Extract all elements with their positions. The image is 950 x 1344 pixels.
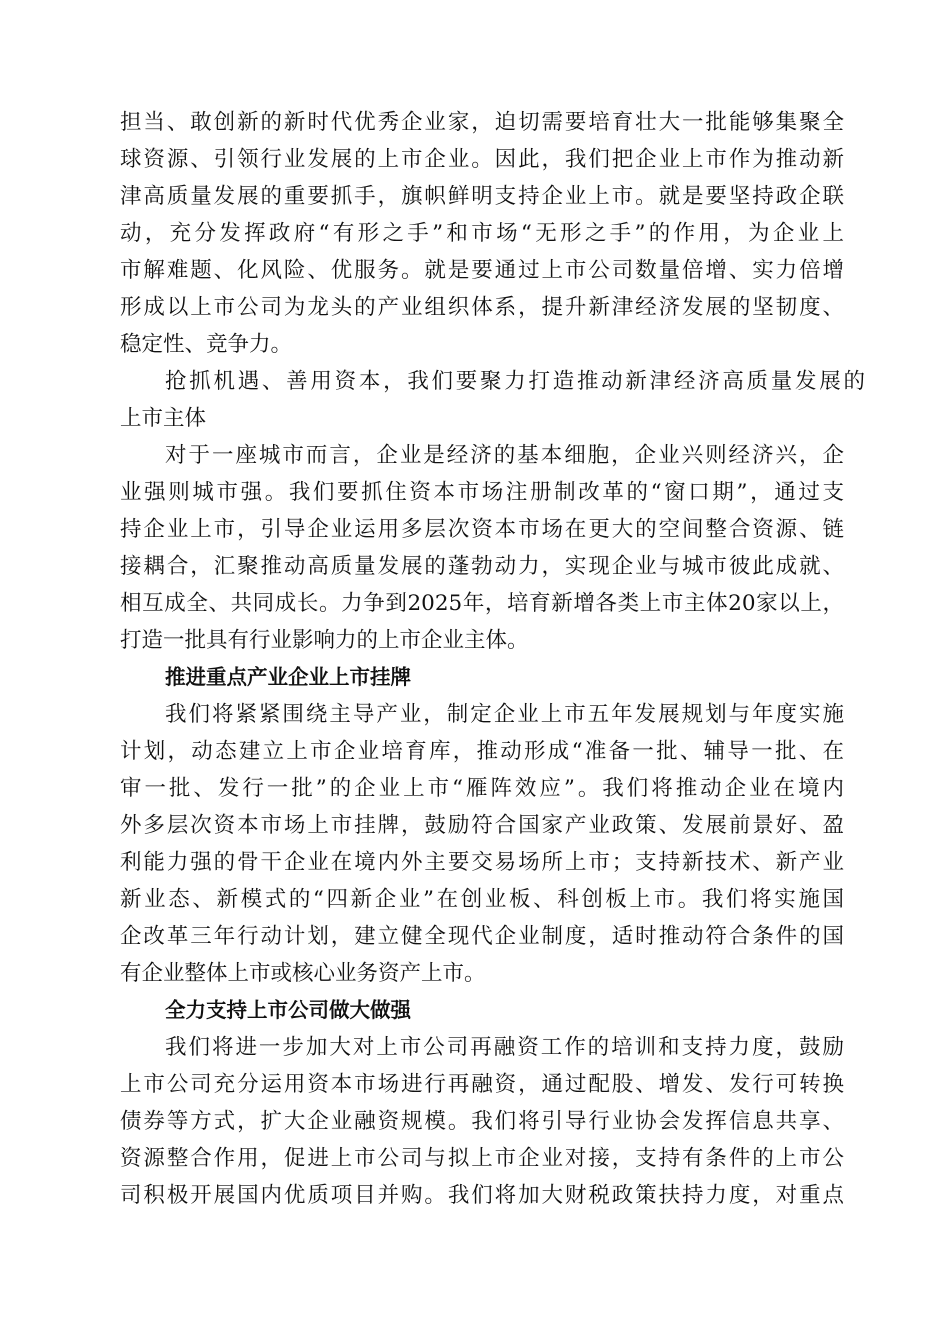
text-line: 司积极开展国内优质项目并购。我们将加大财税政策扶持力度，对重点 <box>120 1183 844 1208</box>
text-line: 资源整合作用，促进上市公司与拟上市企业对接，支持有条件的上市公 <box>120 1146 844 1171</box>
text-line: 企改革三年行动计划，建立健全现代企业制度，适时推动符合条件的国 <box>120 924 844 949</box>
text-line: 担当、敢创新的新时代优秀企业家，迫切需要培育壮大一批能够集聚全 <box>120 110 844 135</box>
paragraph-3 <box>120 696 844 992</box>
text-line: 利能力强的骨干企业在境内外主要交易场所上市；支持新技术、新产业 <box>120 850 844 875</box>
text-line: 球资源、引领行业发展的上市企业。因此，我们把企业上市作为推动新 <box>120 147 844 172</box>
text-line: 持企业上市，引导企业运用多层次资本市场在更大的空间整合资源、链 <box>120 517 844 542</box>
text-line: 有企业整体上市或核心业务资产上市。 <box>120 961 486 986</box>
text-line: 上市公司充分运用资本市场进行再融资，通过配股、增发、发行可转换 <box>120 1072 844 1097</box>
document-page <box>120 104 865 1214</box>
section-heading-2: 推进重点产业企业上市挂牌 <box>165 665 411 689</box>
paragraph-4 <box>120 1029 844 1214</box>
paragraph-2 <box>120 437 844 659</box>
section-heading-1 <box>120 363 865 437</box>
text-line: 市解难题、化风险、优服务。就是要通过上市公司数量倍增、实力倍增 <box>120 258 844 283</box>
text-line: 津高质量发展的重要抓手，旗帜鲜明支持企业上市。就是要坚持政企联 <box>120 184 844 209</box>
text-line: 动，充分发挥政府“有形之手”和市场“无形之手”的作用，为企业上 <box>120 221 844 246</box>
text-line: 业强则城市强。我们要抓住资本市场注册制改革的“窗口期”，通过支 <box>120 480 844 505</box>
text-line: 对于一座城市而言，企业是经济的基本细胞，企业兴则经济兴，企 <box>165 443 844 468</box>
text-line: 新业态、新模式的“四新企业”在创业板、科创板上市。我们将实施国 <box>120 887 844 912</box>
text-line: 稳定性、竞争力。 <box>120 332 293 357</box>
heading-line: 上市主体 <box>120 406 207 431</box>
paragraph-1 <box>120 104 844 363</box>
text-line: 我们将紧紧围绕主导产业，制定企业上市五年发展规划与年度实施 <box>165 702 844 727</box>
text-line: 我们将进一步加大对上市公司再融资工作的培训和支持力度，鼓励 <box>165 1035 844 1060</box>
heading-line: 抢抓机遇、善用资本，我们要聚力打造推动新津经济高质量发展的 <box>165 369 865 394</box>
text-line: 相互成全、共同成长。力争到2025年，培育新增各类上市主体20家以上， <box>120 591 844 616</box>
text-line: 计划，动态建立上市企业培育库，推动形成“准备一批、辅导一批、在 <box>120 739 844 764</box>
text-line: 审一批、发行一批”的企业上市“雁阵效应”。我们将推动企业在境内 <box>120 776 844 801</box>
text-line: 债券等方式，扩大企业融资规模。我们将引导行业协会发挥信息共享、 <box>120 1109 844 1134</box>
text-line: 打造一批具有行业影响力的上市企业主体。 <box>120 628 529 653</box>
text-line: 接耦合，汇聚推动高质量发展的蓬勃动力，实现企业与城市彼此成就、 <box>120 554 844 579</box>
text-line: 外多层次资本市场上市挂牌，鼓励符合国家产业政策、发展前景好、盈 <box>120 813 844 838</box>
text-line: 形成以上市公司为龙头的产业组织体系，提升新津经济发展的坚韧度、 <box>120 295 844 320</box>
section-heading-3: 全力支持上市公司做大做强 <box>165 998 411 1022</box>
